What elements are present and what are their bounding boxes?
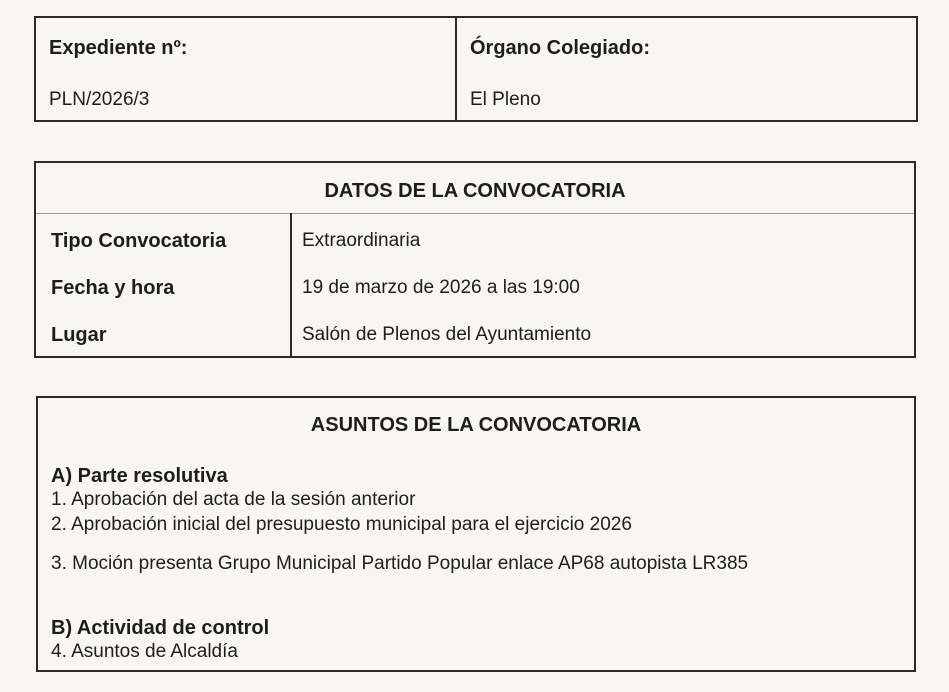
datos-divider [36, 213, 914, 214]
organo-column [457, 18, 916, 120]
tipo-convocatoria-value: Extraordinaria [302, 230, 421, 251]
organo-label: Órgano Colegiado: [470, 37, 650, 59]
lugar-value: Salón de Plenos del Ayuntamiento [302, 324, 592, 345]
tipo-convocatoria-label: Tipo Convocatoria [51, 230, 227, 252]
agenda-item: 1. Aprobación del acta de la sesión anterior [51, 489, 416, 510]
datos-convocatoria-box [34, 161, 916, 358]
expediente-box [34, 16, 918, 122]
agenda-item: 3. Moción presenta Grupo Municipal Partido Popular enlace AP68 autopista LR385 [51, 553, 749, 574]
lugar-label: Lugar [51, 324, 107, 346]
section-actividad-control: B) Actividad de control [51, 617, 270, 639]
section-parte-resolutiva: A) Parte resolutiva [51, 465, 228, 487]
datos-title: DATOS DE LA CONVOCATORIA [324, 180, 626, 202]
fecha-hora-value: 19 de marzo de 2026 a las 19:00 [302, 277, 580, 298]
datos-column-divider [290, 213, 292, 356]
asuntos-convocatoria-box [36, 396, 916, 672]
agenda-item: 4. Asuntos de Alcaldía [51, 641, 238, 662]
expediente-column [36, 18, 457, 120]
expediente-label: Expediente nº: [49, 37, 188, 59]
asuntos-title: ASUNTOS DE LA CONVOCATORIA [310, 414, 642, 436]
expediente-value: PLN/2026/3 [49, 89, 150, 110]
organo-value: El Pleno [470, 89, 541, 110]
agenda-item: 2. Aprobación inicial del presupuesto municipal para el ejercicio 2026 [51, 514, 632, 535]
fecha-hora-label: Fecha y hora [51, 277, 175, 299]
